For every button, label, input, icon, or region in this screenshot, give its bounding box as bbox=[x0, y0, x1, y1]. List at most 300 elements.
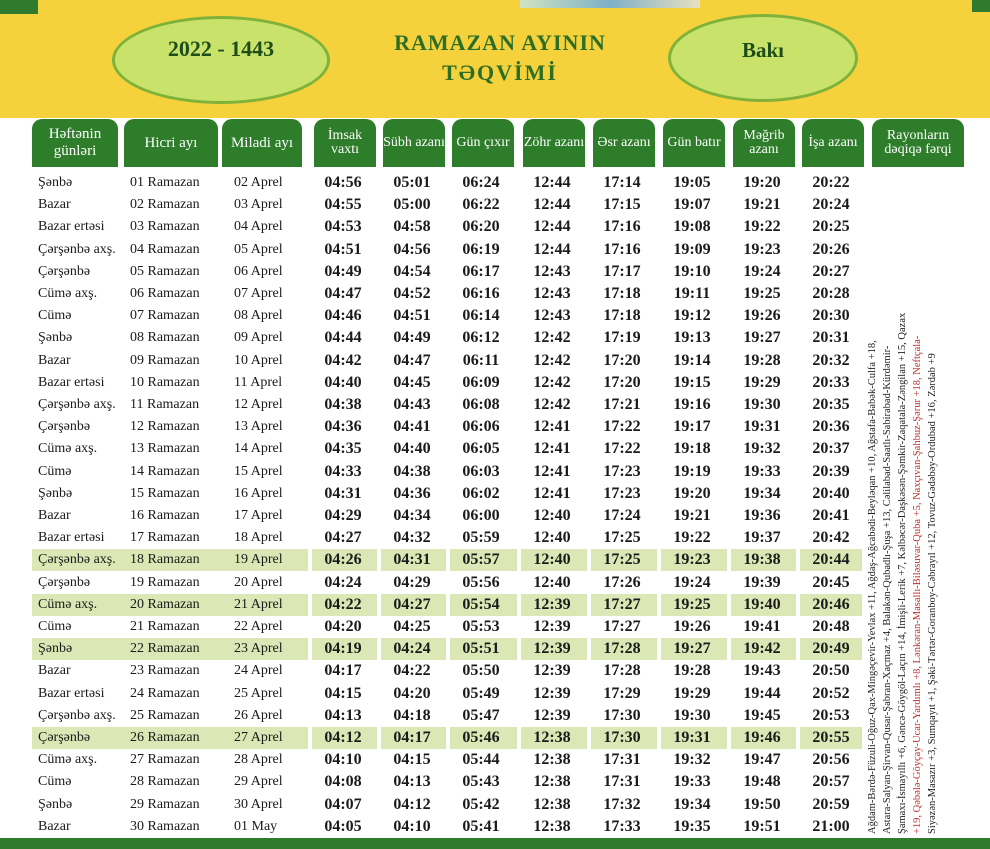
maghrib-time-cell: 19:42 bbox=[743, 640, 781, 658]
table-row bbox=[32, 216, 862, 238]
sunset-time-cell: 19:19 bbox=[673, 462, 711, 480]
isha-time-cell: 20:35 bbox=[812, 396, 850, 413]
table-row bbox=[32, 683, 862, 705]
isha-time-cell: 20:45 bbox=[812, 573, 850, 591]
sunset-time-cell: 19:07 bbox=[673, 196, 711, 214]
weekday-cell: Bazar bbox=[38, 508, 71, 523]
zohr-time-cell: 12:44 bbox=[533, 240, 571, 258]
asr-time-cell: 17:26 bbox=[603, 573, 641, 591]
sunrise-time-cell: 05:43 bbox=[462, 773, 500, 791]
gregorian-date-cell: 23 Aprel bbox=[234, 641, 283, 657]
table-row bbox=[32, 239, 862, 261]
sunset-time-cell: 19:15 bbox=[673, 373, 711, 391]
zohr-time-cell: 12:41 bbox=[533, 462, 571, 480]
sunset-time-cell: 19:29 bbox=[673, 684, 711, 702]
isha-time-cell: 20:56 bbox=[812, 751, 850, 769]
hijri-date-cell: 23 Ramazan bbox=[130, 663, 200, 679]
hijri-date-cell: 30 Ramazan bbox=[130, 818, 200, 834]
col-header-weekday: Həftənin günləri bbox=[32, 119, 118, 167]
sunrise-time-cell: 05:56 bbox=[462, 573, 500, 591]
gregorian-date-cell: 19 Aprel bbox=[234, 552, 283, 568]
table-row bbox=[32, 483, 862, 505]
weekday-cell: Şənbə bbox=[38, 641, 73, 657]
table-row bbox=[32, 305, 862, 327]
hijri-date-cell: 18 Ramazan bbox=[130, 552, 200, 568]
hijri-date-cell: 29 Ramazan bbox=[130, 796, 200, 812]
weekday-cell: Şənbə bbox=[38, 485, 73, 501]
hijri-date-cell: 06 Ramazan bbox=[130, 286, 200, 301]
maghrib-time-cell: 19:28 bbox=[743, 351, 781, 369]
zohr-time-cell: 12:39 bbox=[533, 706, 571, 724]
header-corner-right bbox=[972, 0, 990, 12]
sunrise-time-cell: 05:49 bbox=[462, 684, 500, 702]
sunset-time-cell: 19:34 bbox=[673, 795, 711, 813]
zohr-time-cell: 12:44 bbox=[533, 174, 571, 191]
subh-time-cell: 04:56 bbox=[393, 240, 431, 258]
imsak-time-cell: 04:42 bbox=[324, 351, 362, 369]
sunset-time-cell: 19:18 bbox=[673, 440, 711, 458]
sunset-time-cell: 19:27 bbox=[673, 640, 711, 658]
col-header-maghrib: Məğrib azanı bbox=[733, 119, 795, 167]
asr-time-cell: 17:32 bbox=[603, 795, 641, 813]
header-corner-left bbox=[0, 0, 38, 14]
zohr-time-cell: 12:38 bbox=[533, 729, 571, 746]
gregorian-date-cell: 13 Aprel bbox=[234, 419, 283, 435]
gregorian-date-cell: 21 Aprel bbox=[234, 596, 283, 612]
table-row bbox=[32, 549, 862, 571]
sunrise-time-cell: 05:50 bbox=[462, 662, 500, 680]
imsak-time-cell: 04:47 bbox=[324, 285, 362, 302]
maghrib-time-cell: 19:20 bbox=[743, 174, 781, 191]
asr-time-cell: 17:33 bbox=[603, 817, 641, 835]
subh-time-cell: 04:10 bbox=[393, 817, 431, 835]
weekday-cell: Şənbə bbox=[38, 175, 73, 190]
maghrib-time-cell: 19:39 bbox=[743, 573, 781, 591]
weekday-cell: Çərşənbə axş. bbox=[38, 707, 116, 723]
isha-time-cell: 20:59 bbox=[812, 795, 850, 813]
sunrise-time-cell: 05:42 bbox=[462, 795, 500, 813]
table-row bbox=[32, 172, 862, 194]
zohr-time-cell: 12:39 bbox=[533, 595, 571, 613]
subh-time-cell: 04:45 bbox=[393, 373, 431, 391]
zohr-time-cell: 12:40 bbox=[533, 529, 571, 547]
sunset-time-cell: 19:11 bbox=[673, 285, 711, 302]
sunrise-time-cell: 06:22 bbox=[462, 196, 500, 214]
subh-time-cell: 04:47 bbox=[393, 351, 431, 369]
hijri-date-cell: 26 Ramazan bbox=[130, 730, 200, 745]
maghrib-time-cell: 19:36 bbox=[743, 507, 781, 524]
isha-time-cell: 20:26 bbox=[812, 240, 850, 258]
isha-time-cell: 20:39 bbox=[812, 462, 850, 480]
region-note-line: Ağdam-Bərdə-Füzuli-Oğuz-Qax-Mingəçevir-Yevlax +11, Ağdaş-Ağcabədi-Beyləqan +10, Ağstafa-Babək-Culfa +18, bbox=[867, 340, 878, 834]
gregorian-date-cell: 12 Aprel bbox=[234, 397, 283, 412]
region-note-line: Astara-Salyan-Şirvan-Qusar-Şabran-Xaçmaz +4, Balakən-Qubadlı-Şuşa +13, Cəlilabad-Saatlı-Sabirabad-Kürdəmir- bbox=[882, 345, 893, 834]
asr-time-cell: 17:17 bbox=[603, 262, 641, 280]
imsak-time-cell: 04:19 bbox=[324, 640, 362, 658]
gregorian-date-cell: 27 Aprel bbox=[234, 730, 283, 745]
maghrib-time-cell: 19:31 bbox=[743, 418, 781, 436]
imsak-time-cell: 04:38 bbox=[324, 396, 362, 413]
sunrise-time-cell: 05:51 bbox=[462, 640, 500, 658]
subh-time-cell: 04:13 bbox=[393, 773, 431, 791]
sunrise-time-cell: 05:54 bbox=[462, 595, 500, 613]
maghrib-time-cell: 19:51 bbox=[743, 817, 781, 835]
subh-time-cell: 05:01 bbox=[393, 174, 431, 191]
sunrise-time-cell: 06:12 bbox=[462, 329, 500, 347]
isha-time-cell: 20:50 bbox=[812, 662, 850, 680]
sunset-time-cell: 19:31 bbox=[673, 729, 711, 746]
asr-time-cell: 17:18 bbox=[603, 285, 641, 302]
asr-time-cell: 17:30 bbox=[603, 706, 641, 724]
hijri-date-cell: 21 Ramazan bbox=[130, 619, 200, 634]
subh-time-cell: 04:18 bbox=[393, 706, 431, 724]
zohr-time-cell: 12:41 bbox=[533, 484, 571, 502]
gregorian-date-cell: 02 Aprel bbox=[234, 175, 283, 190]
col-header-isha: İşa azanı bbox=[802, 119, 864, 167]
gregorian-date-cell: 30 Aprel bbox=[234, 796, 283, 812]
weekday-cell: Şənbə bbox=[38, 330, 73, 346]
sunrise-time-cell: 06:24 bbox=[462, 174, 500, 191]
isha-time-cell: 20:30 bbox=[812, 307, 850, 325]
zohr-time-cell: 12:39 bbox=[533, 662, 571, 680]
subh-time-cell: 04:51 bbox=[393, 307, 431, 325]
table-row bbox=[32, 727, 862, 749]
maghrib-time-cell: 19:48 bbox=[743, 773, 781, 791]
hijri-date-cell: 07 Ramazan bbox=[130, 308, 200, 324]
gregorian-date-cell: 15 Aprel bbox=[234, 463, 283, 479]
maghrib-time-cell: 19:23 bbox=[743, 240, 781, 258]
imsak-time-cell: 04:13 bbox=[324, 706, 362, 724]
imsak-time-cell: 04:12 bbox=[324, 729, 362, 746]
weekday-cell: Cümə bbox=[38, 308, 72, 324]
gregorian-date-cell: 14 Aprel bbox=[234, 441, 283, 457]
isha-time-cell: 20:44 bbox=[812, 551, 850, 569]
weekday-cell: Cümə bbox=[38, 463, 72, 479]
sunrise-time-cell: 05:53 bbox=[462, 618, 500, 635]
sunrise-time-cell: 06:05 bbox=[462, 440, 500, 458]
weekday-cell: Cümə axş. bbox=[38, 596, 98, 612]
asr-time-cell: 17:25 bbox=[603, 551, 641, 569]
zohr-time-cell: 12:43 bbox=[533, 307, 571, 325]
table-row bbox=[32, 461, 862, 483]
gregorian-date-cell: 16 Aprel bbox=[234, 485, 283, 501]
sunrise-time-cell: 06:16 bbox=[462, 285, 500, 302]
asr-time-cell: 17:20 bbox=[603, 351, 641, 369]
maghrib-time-cell: 19:30 bbox=[743, 396, 781, 413]
sunset-time-cell: 19:09 bbox=[673, 240, 711, 258]
weekday-cell: Cümə axş. bbox=[38, 286, 98, 301]
maghrib-time-cell: 19:32 bbox=[743, 440, 781, 458]
weekday-cell: Bazar ertəsi bbox=[38, 685, 105, 701]
zohr-time-cell: 12:42 bbox=[533, 329, 571, 347]
gregorian-date-cell: 18 Aprel bbox=[234, 530, 283, 546]
maghrib-time-cell: 19:46 bbox=[743, 729, 781, 746]
subh-time-cell: 04:31 bbox=[393, 551, 431, 569]
sunrise-time-cell: 06:03 bbox=[462, 462, 500, 480]
asr-time-cell: 17:14 bbox=[603, 174, 641, 191]
sunrise-time-cell: 06:20 bbox=[462, 218, 500, 236]
hijri-date-cell: 25 Ramazan bbox=[130, 707, 200, 723]
gregorian-date-cell: 07 Aprel bbox=[234, 286, 283, 301]
sunrise-time-cell: 05:59 bbox=[462, 529, 500, 547]
isha-time-cell: 20:25 bbox=[812, 218, 850, 236]
sunset-time-cell: 19:32 bbox=[673, 751, 711, 769]
zohr-time-cell: 12:38 bbox=[533, 773, 571, 791]
maghrib-time-cell: 19:34 bbox=[743, 484, 781, 502]
isha-time-cell: 20:27 bbox=[812, 262, 850, 280]
table-row bbox=[32, 394, 862, 416]
hijri-date-cell: 20 Ramazan bbox=[130, 596, 200, 612]
weekday-cell: Cümə axş. bbox=[38, 752, 98, 768]
maghrib-time-cell: 19:41 bbox=[743, 618, 781, 635]
sunrise-time-cell: 06:14 bbox=[462, 307, 500, 325]
hijri-date-cell: 02 Ramazan bbox=[130, 197, 200, 213]
weekday-cell: Bazar ertəsi bbox=[38, 219, 105, 235]
imsak-time-cell: 04:31 bbox=[324, 484, 362, 502]
subh-time-cell: 04:20 bbox=[393, 684, 431, 702]
weekday-cell: Şənbə bbox=[38, 796, 73, 812]
zohr-time-cell: 12:40 bbox=[533, 573, 571, 591]
sunset-time-cell: 19:13 bbox=[673, 329, 711, 347]
isha-time-cell: 20:52 bbox=[812, 684, 850, 702]
subh-time-cell: 04:29 bbox=[393, 573, 431, 591]
sunset-time-cell: 19:21 bbox=[673, 507, 711, 524]
zohr-time-cell: 12:39 bbox=[533, 640, 571, 658]
col-header-zohr: Zöhr azanı bbox=[523, 119, 585, 167]
hijri-date-cell: 27 Ramazan bbox=[130, 752, 200, 768]
imsak-time-cell: 04:44 bbox=[324, 329, 362, 347]
sunrise-time-cell: 05:46 bbox=[462, 729, 500, 746]
sunrise-time-cell: 06:19 bbox=[462, 240, 500, 258]
imsak-time-cell: 04:22 bbox=[324, 595, 362, 613]
mosque-image-strip bbox=[520, 0, 700, 8]
asr-time-cell: 17:27 bbox=[603, 618, 641, 635]
isha-time-cell: 20:37 bbox=[812, 440, 850, 458]
hijri-date-cell: 24 Ramazan bbox=[130, 685, 200, 701]
sunset-time-cell: 19:23 bbox=[673, 551, 711, 569]
asr-time-cell: 17:19 bbox=[603, 329, 641, 347]
gregorian-date-cell: 17 Aprel bbox=[234, 508, 283, 523]
zohr-time-cell: 12:42 bbox=[533, 351, 571, 369]
hijri-date-cell: 01 Ramazan bbox=[130, 175, 200, 190]
sunrise-time-cell: 06:06 bbox=[462, 418, 500, 436]
isha-time-cell: 20:41 bbox=[812, 507, 850, 524]
sunrise-time-cell: 06:08 bbox=[462, 396, 500, 413]
sunset-time-cell: 19:26 bbox=[673, 618, 711, 635]
imsak-time-cell: 04:33 bbox=[324, 462, 362, 480]
sunset-time-cell: 19:05 bbox=[673, 174, 711, 191]
table-row bbox=[32, 638, 862, 660]
table-row bbox=[32, 505, 862, 527]
table-row bbox=[32, 660, 862, 682]
zohr-time-cell: 12:38 bbox=[533, 795, 571, 813]
imsak-time-cell: 04:05 bbox=[324, 817, 362, 835]
hijri-date-cell: 15 Ramazan bbox=[130, 485, 200, 501]
isha-time-cell: 20:24 bbox=[812, 196, 850, 214]
imsak-time-cell: 04:15 bbox=[324, 684, 362, 702]
isha-time-cell: 20:40 bbox=[812, 484, 850, 502]
asr-time-cell: 17:28 bbox=[603, 640, 641, 658]
weekday-cell: Bazar bbox=[38, 663, 71, 679]
maghrib-time-cell: 19:45 bbox=[743, 706, 781, 724]
isha-time-cell: 20:31 bbox=[812, 329, 850, 347]
asr-time-cell: 17:29 bbox=[603, 684, 641, 702]
subh-time-cell: 04:27 bbox=[393, 595, 431, 613]
subh-time-cell: 04:54 bbox=[393, 262, 431, 280]
weekday-cell: Bazar bbox=[38, 818, 71, 834]
hijri-date-cell: 13 Ramazan bbox=[130, 441, 200, 457]
isha-time-cell: 20:36 bbox=[812, 418, 850, 436]
hijri-date-cell: 14 Ramazan bbox=[130, 463, 200, 479]
subh-time-cell: 05:00 bbox=[393, 196, 431, 214]
region-note-line: Siyəzən-Masazır +3, Sumqayıt +1, Şəki-Tərtər-Goranboy-Cəbrayıl +12, Tovuz-Gədəbəy-Ordubad +16, Zərdab +9 bbox=[927, 353, 938, 834]
zohr-time-cell: 12:43 bbox=[533, 262, 571, 280]
isha-time-cell: 20:32 bbox=[812, 351, 850, 369]
gregorian-date-cell: 09 Aprel bbox=[234, 330, 283, 346]
zohr-time-cell: 12:42 bbox=[533, 373, 571, 391]
zohr-time-cell: 12:38 bbox=[533, 751, 571, 769]
weekday-cell: Cümə bbox=[38, 774, 72, 790]
weekday-cell: Çərşənbə bbox=[38, 419, 91, 435]
sunset-time-cell: 19:17 bbox=[673, 418, 711, 436]
isha-time-cell: 21:00 bbox=[812, 817, 850, 835]
weekday-cell: Çərşənbə axş. bbox=[38, 241, 116, 257]
hijri-date-cell: 09 Ramazan bbox=[130, 352, 200, 368]
hijri-date-cell: 28 Ramazan bbox=[130, 774, 200, 790]
sunset-time-cell: 19:10 bbox=[673, 262, 711, 280]
subh-time-cell: 04:15 bbox=[393, 751, 431, 769]
asr-time-cell: 17:22 bbox=[603, 418, 641, 436]
subh-time-cell: 04:49 bbox=[393, 329, 431, 347]
hijri-date-cell: 05 Ramazan bbox=[130, 263, 200, 279]
subh-time-cell: 04:25 bbox=[393, 618, 431, 635]
subh-time-cell: 04:12 bbox=[393, 795, 431, 813]
maghrib-time-cell: 19:27 bbox=[743, 329, 781, 347]
asr-time-cell: 17:16 bbox=[603, 240, 641, 258]
weekday-cell: Cümə axş. bbox=[38, 441, 98, 457]
isha-time-cell: 20:28 bbox=[812, 285, 850, 302]
weekday-cell: Bazar ertəsi bbox=[38, 530, 105, 546]
imsak-time-cell: 04:51 bbox=[324, 240, 362, 258]
imsak-time-cell: 04:29 bbox=[324, 507, 362, 524]
asr-time-cell: 17:28 bbox=[603, 662, 641, 680]
sunrise-time-cell: 06:11 bbox=[462, 351, 500, 369]
imsak-time-cell: 04:53 bbox=[324, 218, 362, 236]
table-row bbox=[32, 572, 862, 594]
isha-time-cell: 20:49 bbox=[812, 640, 850, 658]
gregorian-date-cell: 25 Aprel bbox=[234, 685, 283, 701]
asr-time-cell: 17:20 bbox=[603, 373, 641, 391]
subh-time-cell: 04:36 bbox=[393, 484, 431, 502]
asr-time-cell: 17:25 bbox=[603, 529, 641, 547]
maghrib-time-cell: 19:40 bbox=[743, 595, 781, 613]
zohr-time-cell: 12:40 bbox=[533, 551, 571, 569]
maghrib-time-cell: 19:38 bbox=[743, 551, 781, 569]
zohr-time-cell: 12:40 bbox=[533, 507, 571, 524]
imsak-time-cell: 04:20 bbox=[324, 618, 362, 635]
asr-time-cell: 17:16 bbox=[603, 218, 641, 236]
imsak-time-cell: 04:07 bbox=[324, 795, 362, 813]
sunrise-time-cell: 05:44 bbox=[462, 751, 500, 769]
hijri-date-cell: 08 Ramazan bbox=[130, 330, 200, 346]
sunrise-time-cell: 05:41 bbox=[462, 817, 500, 835]
sunset-time-cell: 19:24 bbox=[673, 573, 711, 591]
table-row bbox=[32, 416, 862, 438]
table-row bbox=[32, 327, 862, 349]
subh-time-cell: 04:41 bbox=[393, 418, 431, 436]
sunset-time-cell: 19:20 bbox=[673, 484, 711, 502]
gregorian-date-cell: 22 Aprel bbox=[234, 619, 283, 634]
subh-time-cell: 04:17 bbox=[393, 729, 431, 746]
region-note-line: Şamaxı-İsmayıllı +6, Gəncə-Göygöl-Laçın +14, İmişli-Lerik +7, Kəlbəcər-Daşkəsən-Şəmkir-Zaqatala-Zəngilan +15, Qazax bbox=[897, 312, 908, 834]
weekday-cell: Çərşənbə axş. bbox=[38, 397, 116, 412]
city-label: Bakı bbox=[741, 38, 785, 62]
table-row bbox=[32, 794, 862, 816]
bottom-bar bbox=[0, 838, 990, 849]
table-row bbox=[32, 749, 862, 771]
asr-time-cell: 17:15 bbox=[603, 196, 641, 214]
sunset-time-cell: 19:35 bbox=[673, 817, 711, 835]
isha-time-cell: 20:46 bbox=[812, 595, 850, 613]
maghrib-time-cell: 19:47 bbox=[743, 751, 781, 769]
isha-time-cell: 20:53 bbox=[812, 706, 850, 724]
maghrib-time-cell: 19:44 bbox=[743, 684, 781, 702]
gregorian-date-cell: 20 Aprel bbox=[234, 574, 283, 590]
hijri-date-cell: 10 Ramazan bbox=[130, 374, 200, 390]
asr-time-cell: 17:30 bbox=[603, 729, 641, 746]
sunrise-time-cell: 06:17 bbox=[462, 262, 500, 280]
table-row bbox=[32, 261, 862, 283]
gregorian-date-cell: 29 Aprel bbox=[234, 774, 283, 790]
hijri-date-cell: 03 Ramazan bbox=[130, 219, 200, 235]
col-header-sunset: Gün batır bbox=[663, 119, 725, 167]
weekday-cell: Çərşənbə bbox=[38, 263, 91, 279]
asr-time-cell: 17:31 bbox=[603, 751, 641, 769]
maghrib-time-cell: 19:37 bbox=[743, 529, 781, 547]
table-row bbox=[32, 705, 862, 727]
gregorian-date-cell: 03 Aprel bbox=[234, 197, 283, 213]
hijri-date-cell: 19 Ramazan bbox=[130, 574, 200, 590]
table-row bbox=[32, 771, 862, 793]
subh-time-cell: 04:43 bbox=[393, 396, 431, 413]
maghrib-time-cell: 19:50 bbox=[743, 795, 781, 813]
imsak-time-cell: 04:24 bbox=[324, 573, 362, 591]
imsak-time-cell: 04:49 bbox=[324, 262, 362, 280]
col-header-sunrise: Gün çıxır bbox=[452, 119, 514, 167]
col-header-asr: Əsr azanı bbox=[593, 119, 655, 167]
weekday-cell: Bazar bbox=[38, 197, 71, 213]
gregorian-date-cell: 06 Aprel bbox=[234, 263, 283, 279]
maghrib-time-cell: 19:21 bbox=[743, 196, 781, 214]
subh-time-cell: 04:38 bbox=[393, 462, 431, 480]
subh-time-cell: 04:58 bbox=[393, 218, 431, 236]
gregorian-date-cell: 28 Aprel bbox=[234, 752, 283, 768]
table-row bbox=[32, 616, 862, 638]
asr-time-cell: 17:24 bbox=[603, 507, 641, 524]
isha-time-cell: 20:55 bbox=[812, 729, 850, 746]
zohr-time-cell: 12:41 bbox=[533, 440, 571, 458]
asr-time-cell: 17:21 bbox=[603, 396, 641, 413]
table-row bbox=[32, 350, 862, 372]
hijri-date-cell: 12 Ramazan bbox=[130, 419, 200, 435]
imsak-time-cell: 04:56 bbox=[324, 174, 362, 191]
imsak-time-cell: 04:08 bbox=[324, 773, 362, 791]
sunset-time-cell: 19:30 bbox=[673, 706, 711, 724]
zohr-time-cell: 12:39 bbox=[533, 684, 571, 702]
col-header-gregorian: Miladi ayı bbox=[222, 119, 302, 167]
weekday-cell: Çərşənbə axş. bbox=[38, 552, 116, 568]
title-line-2: TƏQVİMİ bbox=[442, 60, 558, 85]
